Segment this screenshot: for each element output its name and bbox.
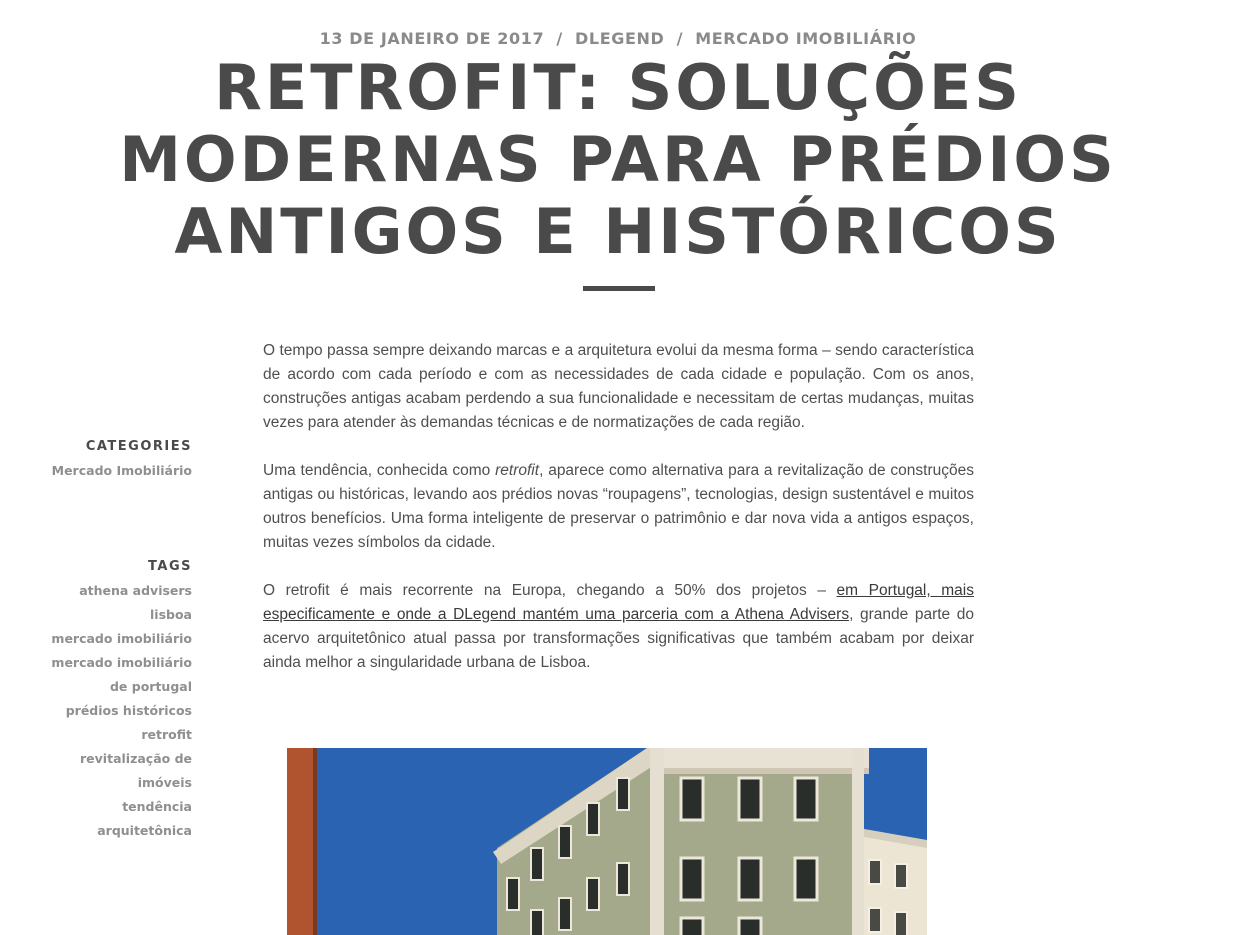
window [869,860,881,884]
post-date: 13 DE JANEIRO DE 2017 [319,29,545,48]
tags-widget [0,555,192,843]
post-category-link[interactable]: MERCADO IMOBILIÁRIO [695,29,917,48]
meta-separator: / [676,29,684,48]
window [531,910,543,935]
article-photo [287,748,927,935]
article-body [263,339,974,699]
window [681,918,703,935]
window [587,803,599,835]
window [507,878,519,910]
window [617,863,629,895]
window [681,778,703,820]
tag-link[interactable]: retrofit [141,727,192,742]
categories-widget [0,435,192,483]
building-front-facade [661,748,859,935]
window [895,864,907,888]
window [617,778,629,810]
retrofit-emphasis: retrofit [495,462,540,479]
tag-link[interactable]: mercado imobiliário [51,655,192,670]
category-link[interactable]: Mercado Imobiliário [51,463,192,478]
article-paragraph: O tempo passa sempre deixando marcas e a arquitetura evolui da mesma forma – sendo característica de acordo com cada período e com as necessidades de cada cidade e população. Com os anos, construções antigas acabam perdendo a sua funcionalidade e necessitam de certas mudanças, muitas vezes para atender às demandas técnicas e de normatizações de cada região. [263,342,974,431]
tag-link[interactable]: imóveis [137,775,192,790]
article-paragraph: O retrofit é mais recorrente na Europa, chegando a 50% dos projetos – em Portugal, mais especificamente e onde a DLegend mantém uma parceria com a Athena Advisers, grande parte do acervo arquitetônico atual passa por transformações significativas que também acabam por deixar ainda melhor a singularidade urbana de Lisboa. [263,582,975,671]
tag-link[interactable]: prédios históricos [65,703,192,718]
building-illustration [287,748,927,935]
window [739,778,761,820]
categories-heading: CATEGORIES [85,439,192,454]
window [795,778,817,820]
window [559,826,571,858]
window [869,908,881,932]
left-building [287,748,317,935]
post-author-link[interactable]: DLEGEND [575,29,665,48]
tag-link[interactable]: arquitetônica [97,823,192,838]
article-paragraph: Uma tendência, conhecida como retrofit, aparece como alternativa para a revitalização de construções antigas ou históricas, levando aos prédios novas “roupagens”, tecnologias, design sustentável e muitos outros benefícios. Uma forma inteligente de preservar o patrimônio e dar nova vida a antigos espaços, muitas vezes símbolos da cidade. [263,462,974,551]
tag-link[interactable]: de portugal [109,679,192,694]
meta-separator: / [556,29,563,48]
tag-link[interactable]: tendência [122,799,192,814]
window [895,912,907,935]
window [559,898,571,930]
title-line: ANTIGOS E HISTÓRICOS [174,195,1062,268]
window [681,858,703,900]
tag-link[interactable]: revitalização de [80,751,192,766]
tag-link[interactable]: athena advisers [79,583,192,598]
window [739,918,761,935]
title-divider [583,286,655,291]
tag-link[interactable]: lisboa [150,607,192,622]
window [587,878,599,910]
portugal-athena-link[interactable]: em Portugal, mais especificamente e onde a DLegend mantém uma parceria com a Athena Advisers [263,582,974,623]
tag-link[interactable]: mercado imobiliário [51,631,192,646]
window [531,848,543,880]
title-line: RETROFIT: SOLUÇÕES [214,51,1022,124]
window [739,858,761,900]
tags-heading: TAGS [148,559,192,574]
title-line: MODERNAS PARA PRÉDIOS [119,123,1117,196]
post-meta [0,29,1236,49]
window [795,858,817,900]
page-title [0,52,1236,268]
